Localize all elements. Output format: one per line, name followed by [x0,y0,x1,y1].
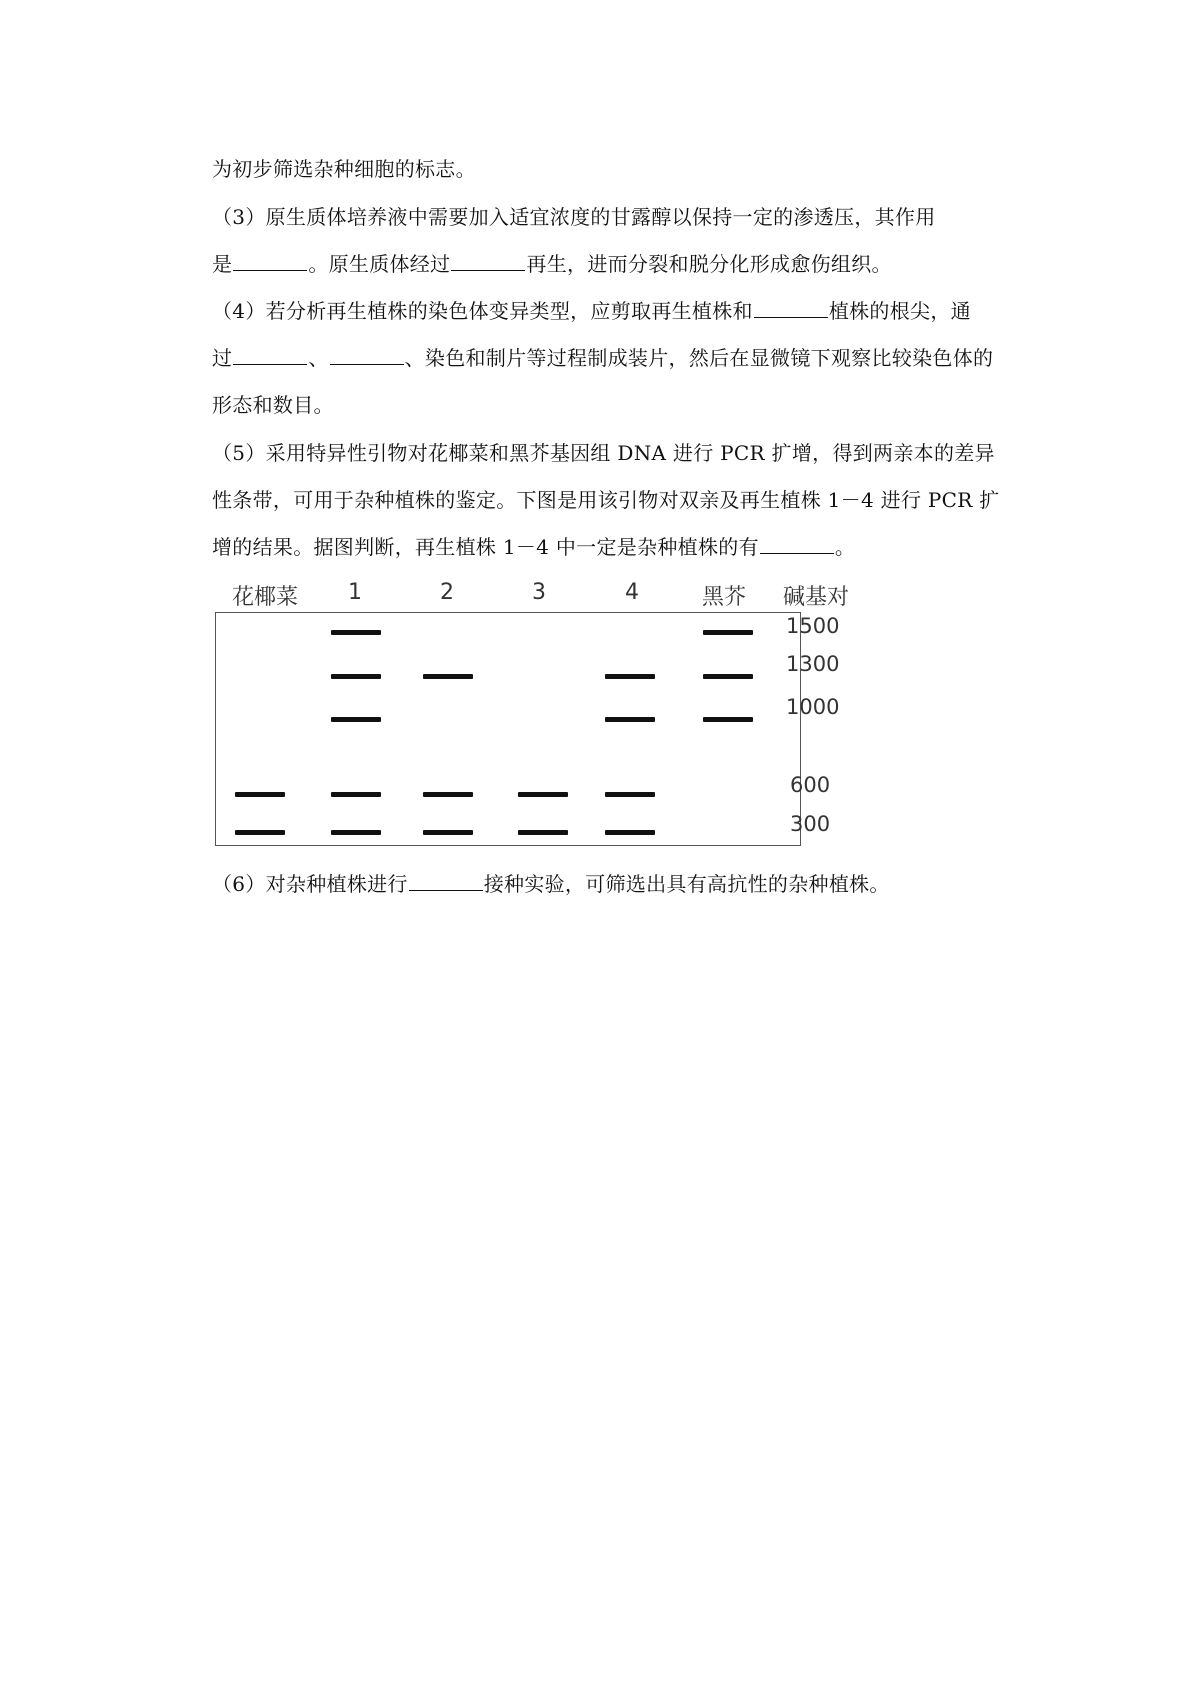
gel-band [605,717,655,722]
gel-band [331,830,381,835]
paragraph-line [212,155,1028,183]
gel-band [518,792,568,797]
text: 为初步筛选杂种细胞的标志。 [212,157,476,181]
text: 接种实验，可筛选出具有高抗性的杂种植株。 [483,872,890,896]
gel-band [605,830,655,835]
lane-label: 黑芥 [701,585,746,610]
lane-label: 1 [348,580,362,605]
gel-band [331,717,381,722]
paragraph-line [212,533,1028,561]
paragraph-line [212,870,1028,898]
answer-blank[interactable] [451,252,525,271]
gel-frame [215,612,801,846]
gel-band [423,830,473,835]
answer-blank[interactable] [233,252,307,271]
gel-band [235,830,285,835]
lane-label: 3 [532,580,546,605]
text: 过 [212,346,233,370]
size-label: 1300 [786,652,840,676]
size-label: 600 [790,773,831,797]
text: 。原生质体经过 [308,252,451,276]
paragraph-line [212,250,1028,278]
lane-label: 2 [440,580,454,605]
text: （5）采用特异性引物对花椰菜和黑芥基因组 DNA 进行 PCR 扩增，得到两亲本的差异 [212,441,995,465]
gel-band [703,674,753,679]
gel-band [235,792,285,797]
gel-band [423,674,473,679]
text: （4）若分析再生植株的染色体变异类型，应剪取再生植株和 [212,299,753,323]
gel-band [423,792,473,797]
lane-label: 花椰菜 [231,585,298,610]
answer-blank[interactable] [754,299,828,318]
answer-blank[interactable] [233,346,307,365]
text: 形态和数目。 [212,393,334,417]
text: 是 [212,252,233,276]
gel-band [703,717,753,722]
answer-blank[interactable] [330,346,404,365]
lane-label: 4 [625,580,639,605]
paragraph-line [212,486,1028,514]
text: 。 [834,535,856,559]
size-label: 1000 [786,695,840,719]
size-label: 1500 [786,614,840,638]
gel-band [331,630,381,635]
gel-band [605,674,655,679]
paragraph-line [212,391,1028,419]
paragraph-line [212,297,1028,325]
answer-blank[interactable] [409,872,483,891]
text: 再生，进而分裂和脱分化形成愈伤组织。 [526,252,892,276]
text: 增的结果。据图判断，再生植株 1－4 中一定是杂种植株的有 [212,535,759,559]
size-header: 碱基对 [782,585,849,610]
gel-band [331,674,381,679]
text: 植株的根尖，通 [828,299,971,323]
answer-blank[interactable] [760,535,834,554]
gel-band [605,792,655,797]
paragraph-line [212,203,1028,231]
gel-band [703,630,753,635]
gel-band [331,792,381,797]
text: 、染色和制片等过程制成装片，然后在显微镜下观察比较染色体的 [404,346,994,370]
text: （3）原生质体培养液中需要加入适宜浓度的甘露醇以保持一定的渗透压，其作用 [212,205,936,229]
text: 性条带，可用于杂种植株的鉴定。下图是用该引物对双亲及再生植株 1－4 进行 PCR 扩 [212,488,1000,512]
paragraph-line [212,344,1028,372]
gel-band [518,830,568,835]
text: 、 [308,346,329,370]
text: （6）对杂种植株进行 [212,872,408,896]
paragraph-line [212,439,1028,467]
size-label: 300 [790,812,831,836]
